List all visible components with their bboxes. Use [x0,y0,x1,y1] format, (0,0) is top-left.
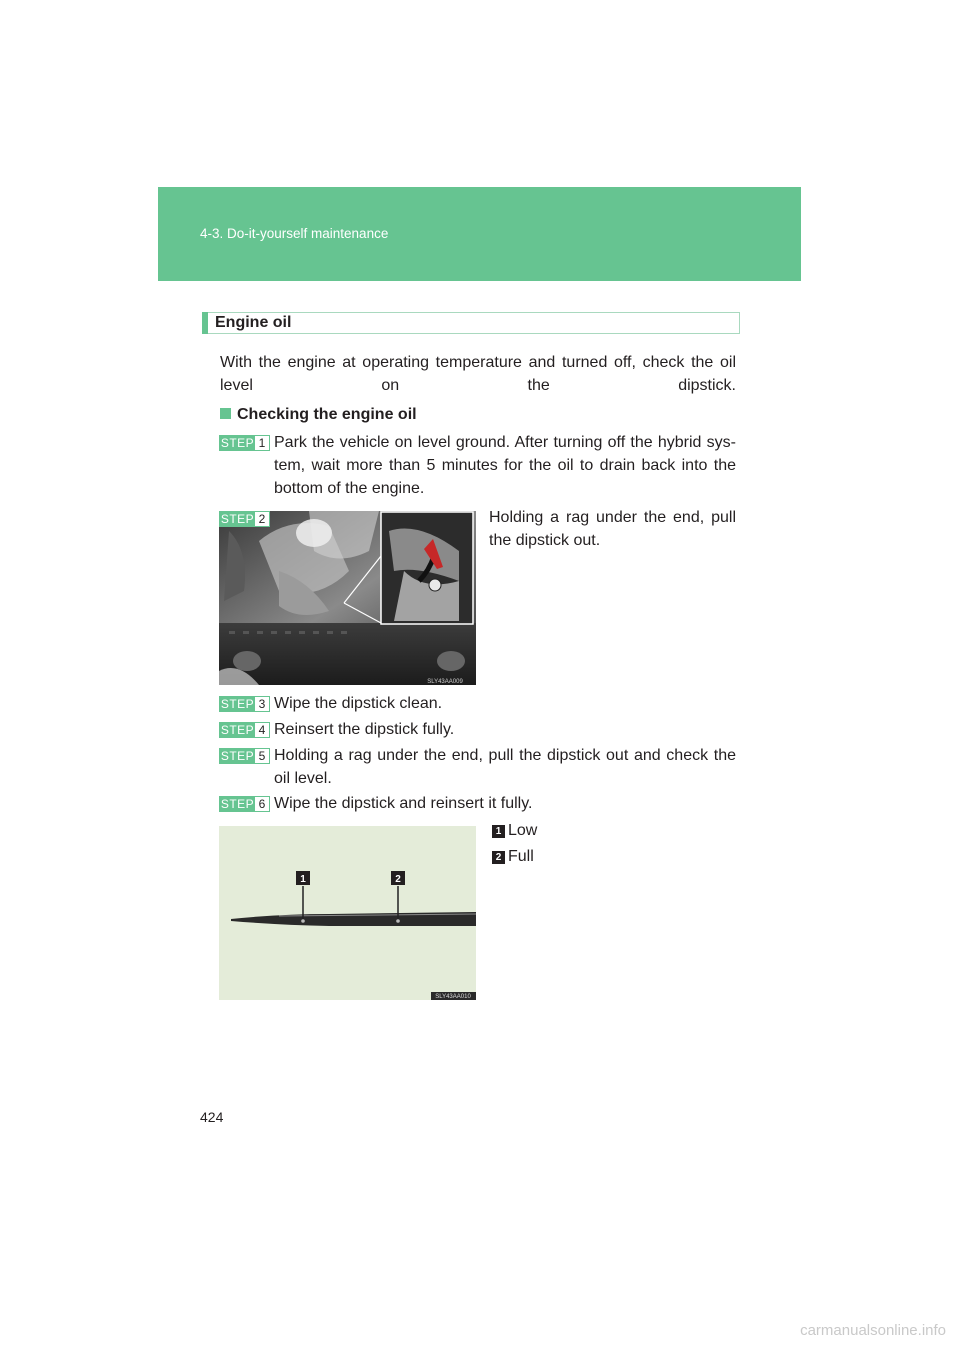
step-label: STEP [220,797,255,811]
step-1-line-1: Park the vehicle on level ground. After turning off the hybrid sys- [274,434,736,451]
dipstick-figure-code: SLY43AA010 [435,994,471,1000]
step-1-line-2: tem, wait more than 5 minutes for the oil to drain back into the [274,457,736,474]
step-5-text [274,744,736,790]
step-4-text: Reinsert the dipstick fully. [274,721,455,738]
header-band [158,187,801,281]
section-label: 4-3. Do-it-yourself maintenance [200,226,389,241]
step-label: STEP [220,436,255,450]
intro-paragraph [220,351,736,397]
step-badge-2 [219,511,270,527]
step-2-text [489,506,736,552]
step-badge-4 [219,722,270,738]
engine-bay-figure [219,511,476,685]
step-label: STEP [220,697,255,711]
step-5-line-2: oil level. [274,770,332,787]
section-title: Engine oil [215,314,292,331]
step-number: 4 [255,723,269,737]
step-number: 3 [255,697,269,711]
engine-bay-illustration [219,511,476,685]
step-badge-6 [219,796,270,812]
engine-figure-code: SLY43AA009 [427,679,463,685]
dipstick-figure [219,826,476,1000]
step-3-text: Wipe the dipstick clean. [274,695,443,712]
step-1-line-3: bottom of the engine. [274,480,425,497]
step-label: STEP [220,512,255,526]
dipstick-marker-2: 2 [395,874,401,885]
step-badge-5 [219,748,270,764]
legend-number-2: 2 [492,851,505,864]
intro-text: With the engine at operating temperature and turned off, check the oil level on the dipstick. [220,354,736,394]
subheading [220,406,417,424]
legend-item-low [492,822,537,840]
step-label: STEP [220,723,255,737]
dipstick-illustration [219,826,476,1000]
title-accent [202,312,208,334]
legend-number-1: 1 [492,825,505,838]
step-2-line-2: the dipstick out. [489,532,601,549]
step-label: STEP [220,749,255,763]
step-number: 1 [255,436,269,450]
dipstick-marker-1: 1 [300,874,306,885]
step-number: 5 [255,749,269,763]
legend-item-full [492,848,534,866]
watermark: carmanualsonline.info [800,1322,946,1339]
step-number: 2 [255,512,269,526]
step-1-text [274,431,736,500]
step-5-line-1: Holding a rag under the end, pull the dipstick out and check the [274,747,736,764]
legend-label-low: Low [508,822,538,839]
step-badge-1 [219,435,270,451]
section-title-bar [202,312,740,334]
step-2-line-1: Holding a rag under the end, pull [489,509,736,526]
step-badge-3 [219,696,270,712]
step-number: 6 [255,797,269,811]
page-number: 424 [200,1109,224,1125]
square-bullet-icon [220,408,231,419]
legend-label-full: Full [508,848,534,865]
step-6-text: Wipe the dipstick and reinsert it fully. [274,795,533,812]
subheading-text: Checking the engine oil [237,406,417,423]
